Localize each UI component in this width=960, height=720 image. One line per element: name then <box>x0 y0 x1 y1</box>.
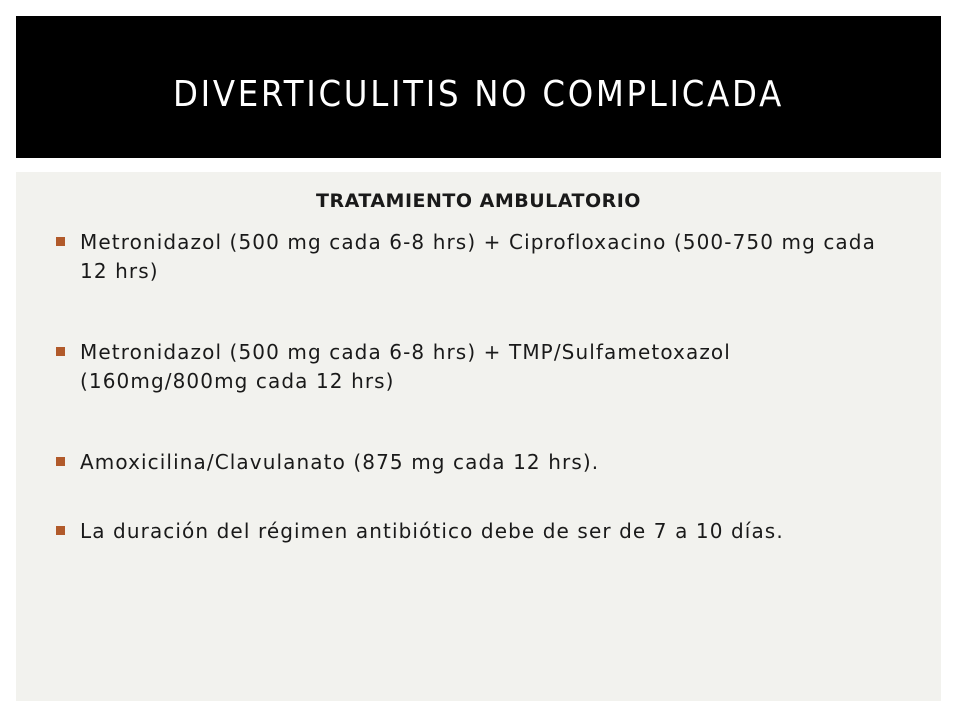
square-bullet-icon <box>56 237 65 246</box>
slide-subtitle: TRATAMIENTO AMBULATORIO <box>316 190 641 212</box>
bullet-item-2 <box>56 338 896 396</box>
bullet-text: Metronidazol (500 mg cada 6-8 hrs) + TMP/Sulfametoxazol (160mg/800mg cada 12 hrs) <box>80 340 731 393</box>
title-bar <box>16 16 941 158</box>
square-bullet-icon <box>56 347 65 356</box>
content-panel <box>16 172 941 701</box>
bullet-item-1 <box>56 228 896 286</box>
square-bullet-icon <box>56 526 65 535</box>
bullet-item-4 <box>56 517 896 546</box>
slide-title: DIVERTICULITIS NO COMPLICADA <box>172 73 784 115</box>
bullet-text: Metronidazol (500 mg cada 6-8 hrs) + Ciprofloxacino (500-750 mg cada 12 hrs) <box>80 230 876 283</box>
bullet-text: La duración del régimen antibiótico debe de ser de 7 a 10 días. <box>80 519 784 543</box>
square-bullet-icon <box>56 457 65 466</box>
bullet-item-3 <box>56 448 896 477</box>
bullet-list <box>56 228 896 598</box>
bullet-text: Amoxicilina/Clavulanato (875 mg cada 12 hrs). <box>80 450 600 474</box>
